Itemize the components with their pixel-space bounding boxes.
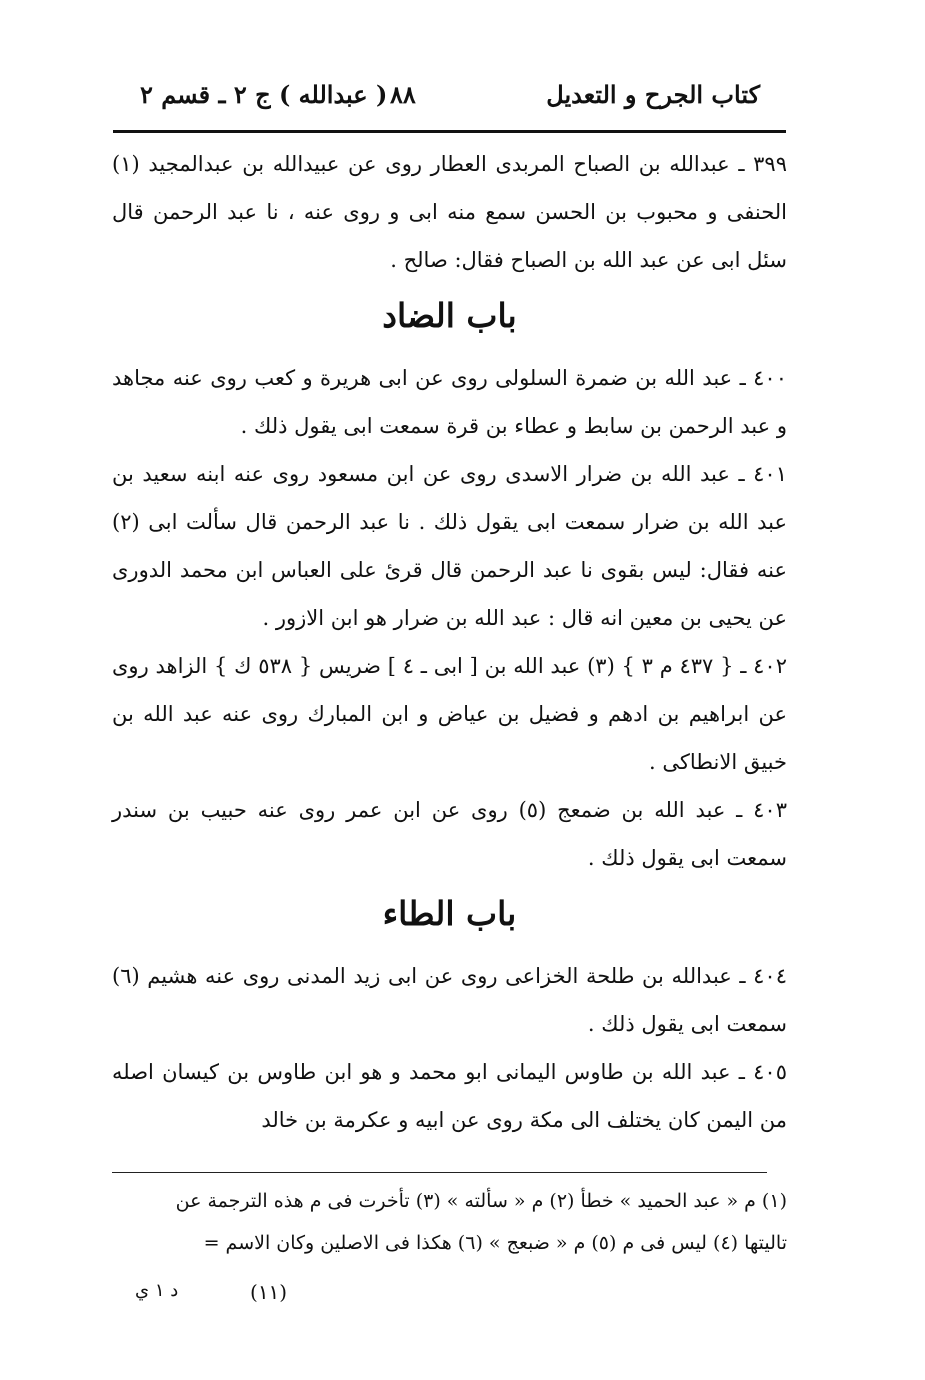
- book-title: كتاب الجرح و التعديل: [546, 80, 760, 109]
- entry-399: ٣٩٩ ـ عبدالله بن الصباح المربدى العطار روى عن عبيدالله بن عبدالمجيد (١) الحنفى و محبوب بن الحسن سمع منه ابى و روى عنه ، نا عبد الرحمن قال سئل ابى عن عبد الله بن الصباح فقال: صالح .: [112, 152, 787, 272]
- header-rule: [113, 130, 786, 133]
- section-label: ( عبدالله ) ج ٢ ـ قسم ٢: [140, 80, 388, 109]
- chapter-heading-dad: باب الضاد: [382, 296, 517, 335]
- entry-403: ٤٠٣ ـ عبد الله بن ضمعج (٥) روى عن ابن عمر روى عنه حبيب بن سندر سمعت ابى يقول ذلك .: [112, 798, 787, 870]
- running-header: [115, 80, 785, 120]
- entry-405: ٤٠٥ ـ عبد الله بن طاوس اليمانى ابو محمد و هو ابن طاوس بن كيسان اصله من اليمن كان يختلف الى مكة روى عن ابيه و عكرمة بن خالد: [112, 1060, 787, 1132]
- footnotes: [112, 1180, 787, 1264]
- entry-401: ٤٠١ ـ عبد الله بن ضرار الاسدى روى عن ابن مسعود روى عنه ابنه سعيد بن عبد الله بن ضرار سمعت ابى يقول ذلك . نا عبد الرحمن قال سألت ابى (٢) عنه فقال: ليس بقوى نا عبد الرحمن قال قرئ على العباس ابن محمد الدورى عن يحيى بن معين انه قال : عبد الله بن ضرار هو ابن الازور .: [112, 462, 787, 630]
- entry-400: ٤٠٠ ـ عبد الله بن ضمرة السلولى روى عن ابى هريرة و كعب روى عنه مجاهد و عبد الرحمن بن سابط و عطاء بن قرة سمعت ابى يقول ذلك .: [112, 366, 787, 438]
- sheet-signature: (١١): [250, 1280, 288, 1304]
- entry-404: ٤٠٤ ـ عبدالله بن طلحة الخزاعى روى عن ابى زيد المدنى روى عنه هشيم (٦) سمعت ابى يقول ذلك .: [112, 964, 787, 1036]
- entry-402: ٤٠٢ ـ { ٤٣٧ م ٣ } (٣) عبد الله بن [ ابى ـ ٤ ] ضريس { ٥٣٨ ك } الزاهد روى عن ابراهيم بن ادهم و فضيل بن عياض و ابن المبارك روى عنه عبد الله بن خبيق الانطاكى .: [112, 654, 787, 774]
- page-number: ٨٨: [390, 80, 416, 109]
- footnote-line: (١) م « عبد الحميد » خطأ (٢) م « سألته » (٣) تأخرت فى م هذه الترجمة عن: [175, 1190, 787, 1212]
- footnote-rule: [112, 1172, 767, 1173]
- main-text: [112, 140, 787, 1144]
- footnote-line: تاليتها (٤) ليس فى م (٥) م « ضبعج » (٦) هكذا فى الاصلين وكان الاسم =: [203, 1232, 787, 1254]
- printer-mark: د ١ ي: [135, 1280, 179, 1301]
- chapter-heading-taa: باب الطاء: [382, 894, 517, 933]
